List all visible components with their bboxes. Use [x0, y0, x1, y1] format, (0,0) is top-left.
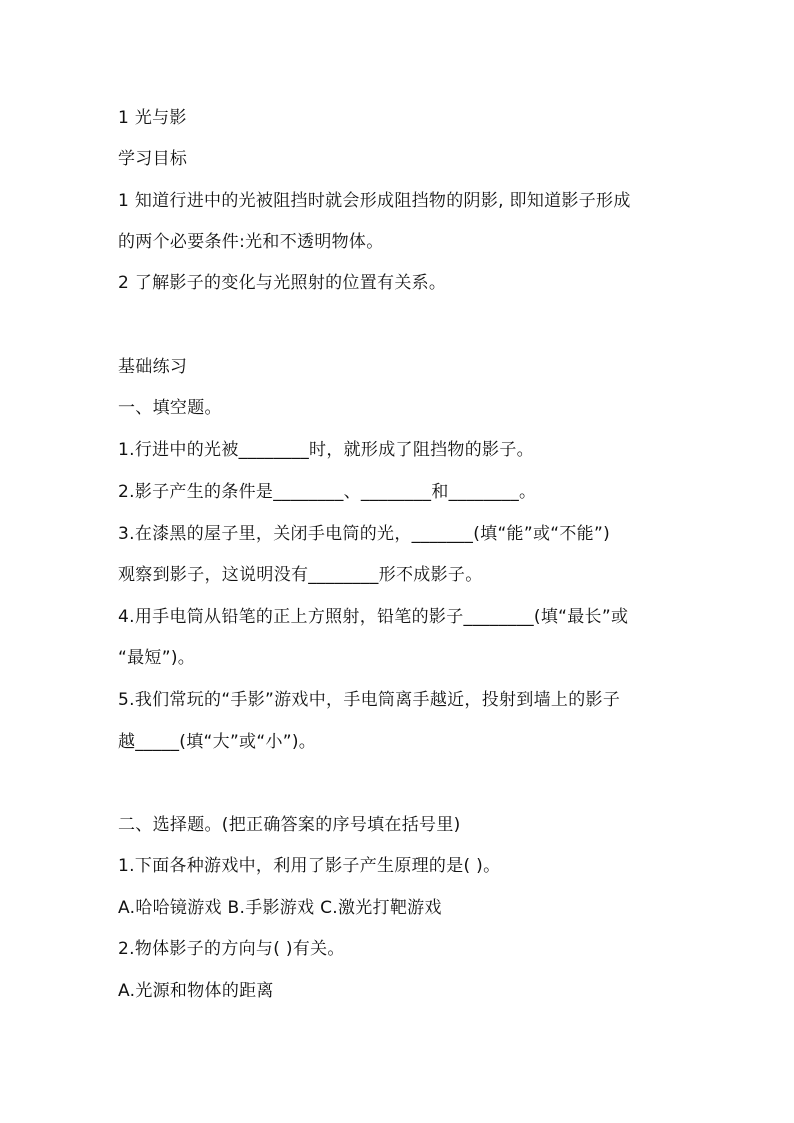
fill-question-4-line-2: “最短”)。	[118, 648, 196, 668]
section-fill-heading: 一、填空题。	[118, 398, 222, 418]
choice-question-2: 2.物体影子的方向与( )有关。	[118, 939, 345, 959]
section-choice-heading: 二、选择题。(把正确答案的序号填在括号里)	[118, 815, 461, 835]
fill-question-5-line-2: 越_____(填“大”或“小”)。	[118, 732, 317, 752]
choice-question-1: 1.下面各种游戏中，利用了影子产生原理的是( )。	[118, 856, 501, 876]
fill-question-2: 2.影子产生的条件是________、________和________。	[118, 482, 537, 502]
choice-question-2-option-a: A.光源和物体的距离	[118, 981, 274, 1001]
objective-1-line-2: 的两个必要条件:光和不透明物体。	[118, 232, 384, 252]
practice-heading: 基础练习	[118, 357, 188, 377]
objective-1-line-1: 1 知道行进中的光被阻挡时就会形成阻挡物的阴影, 即知道影子形成	[118, 191, 631, 211]
fill-question-1: 1.行进中的光被________时，就形成了阻挡物的影子。	[118, 440, 534, 460]
objectives-heading: 学习目标	[118, 149, 188, 169]
fill-question-3-line-1: 3.在漆黑的屋子里，关闭手电筒的光，_______(填“能”或“不能”)	[118, 524, 611, 544]
fill-question-4-line-1: 4.用手电筒从铅笔的正上方照射，铅笔的影子________(填“最长”或	[118, 607, 629, 627]
fill-question-5-line-1: 5.我们常玩的“手影”游戏中，手电筒离手越近，投射到墙上的影子	[118, 690, 621, 710]
fill-question-3-line-2: 观察到影子，这说明没有________形不成影子。	[118, 565, 483, 585]
choice-question-1-options: A.哈哈镜游戏 B.手影游戏 C.激光打靶游戏	[118, 898, 442, 918]
lesson-title: 1 光与影	[118, 108, 187, 128]
objective-2: 2 了解影子的变化与光照射的位置有关系。	[118, 273, 447, 293]
